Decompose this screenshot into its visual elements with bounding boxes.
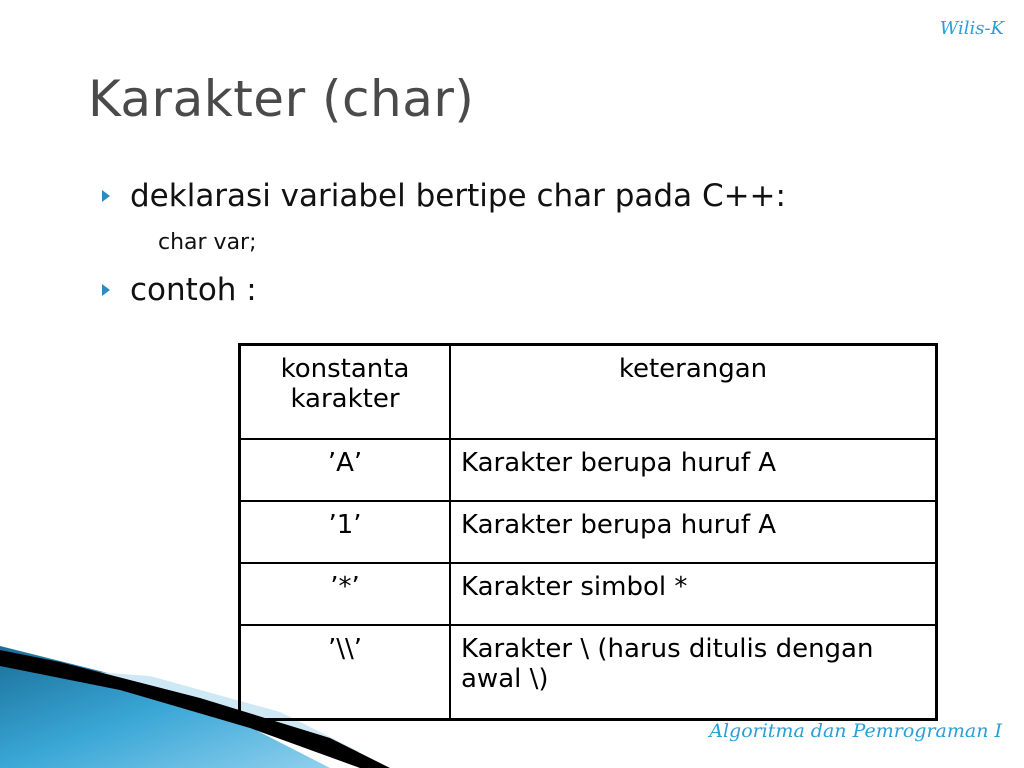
table-row bbox=[240, 501, 937, 563]
table-row bbox=[240, 625, 937, 720]
table-row bbox=[240, 439, 937, 501]
table-cell-constant: ’\\’ bbox=[240, 625, 451, 720]
triangle-bullet-icon bbox=[102, 190, 110, 202]
table-header-row bbox=[240, 345, 937, 440]
code-example: char var; bbox=[158, 230, 257, 255]
header-cell-constant: konstanta karakter bbox=[240, 345, 451, 440]
table-row bbox=[240, 563, 937, 625]
header-cell-description: keterangan bbox=[450, 345, 937, 440]
bullet-item bbox=[102, 272, 257, 308]
author-label: Wilis-K bbox=[939, 18, 1004, 39]
table-cell-description: Karakter simbol * bbox=[450, 563, 937, 625]
table-cell-constant: ’1’ bbox=[240, 501, 451, 563]
bullet-text: contoh : bbox=[130, 272, 257, 308]
table-cell-description: Karakter berupa huruf A bbox=[450, 439, 937, 501]
character-constants-table bbox=[238, 343, 938, 721]
table-cell-description: Karakter \ (harus ditulis dengan awal \) bbox=[450, 625, 937, 720]
bullet-item bbox=[102, 178, 786, 214]
triangle-bullet-icon bbox=[102, 284, 110, 296]
table-cell-description: Karakter berupa huruf A bbox=[450, 501, 937, 563]
table-cell-constant: ’A’ bbox=[240, 439, 451, 501]
bullet-text: deklarasi variabel bertipe char pada C++: bbox=[130, 178, 786, 214]
footer-course-title: Algoritma dan Pemrograman I bbox=[709, 720, 1002, 742]
table-cell-constant: ’*’ bbox=[240, 563, 451, 625]
slide-title: Karakter (char) bbox=[88, 69, 475, 128]
